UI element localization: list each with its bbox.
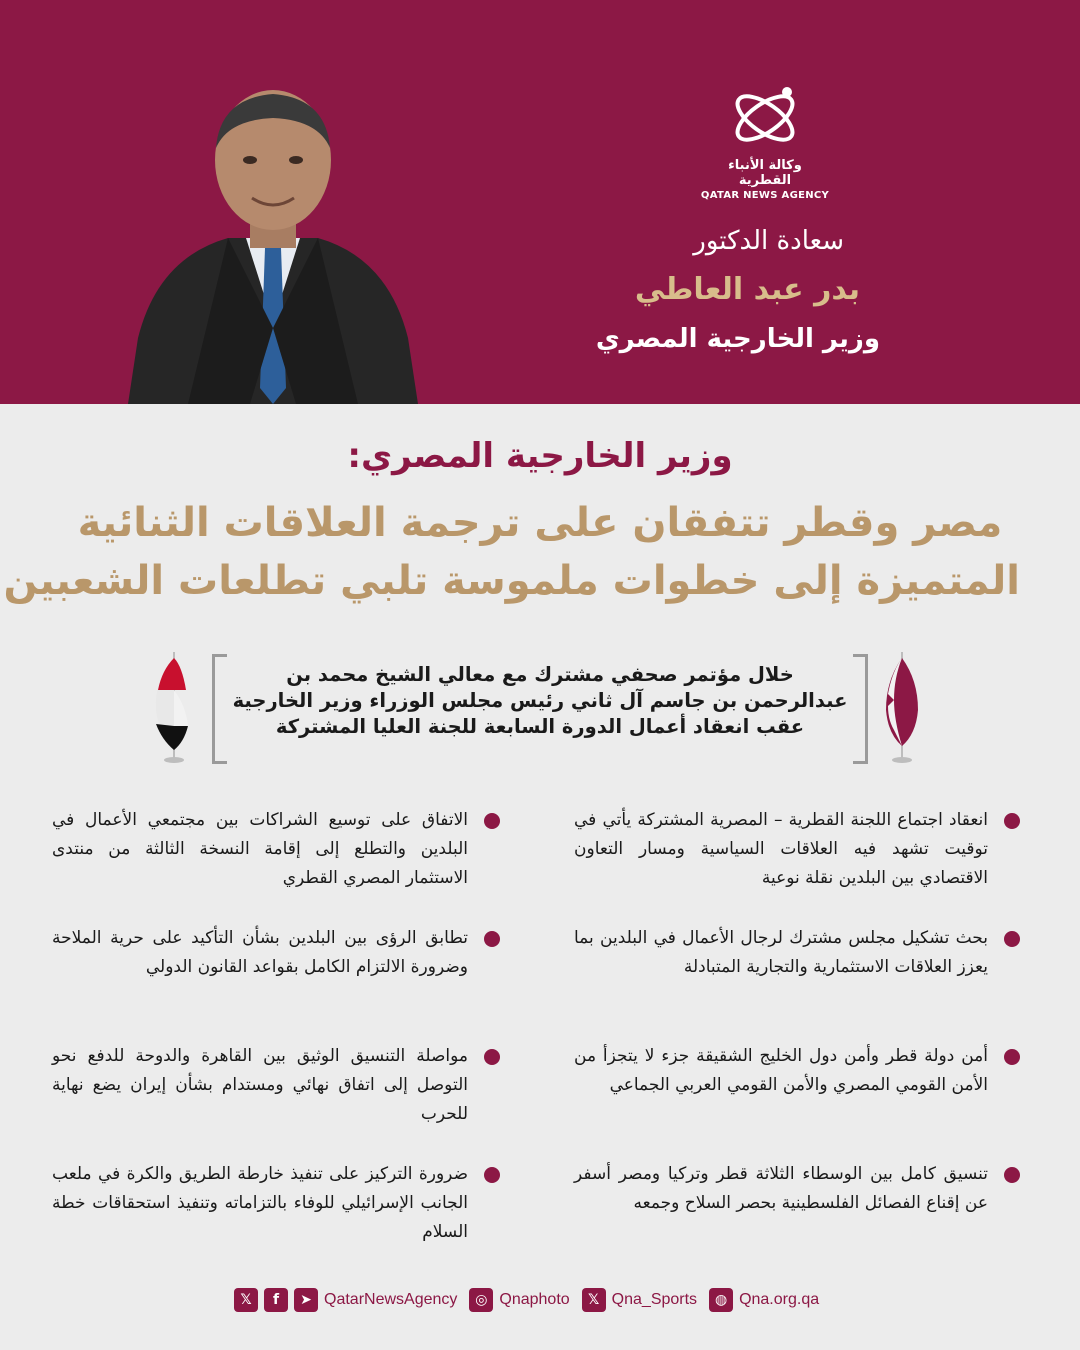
facebook-icon[interactable]: f bbox=[264, 1288, 288, 1312]
context-box bbox=[212, 654, 868, 764]
context-text bbox=[232, 662, 848, 740]
minister-portrait bbox=[128, 88, 418, 404]
qna-logo-icon bbox=[727, 78, 803, 156]
context-line: عقب انعقاد أعمال الدورة السابعة للجنة العليا المشتركة bbox=[275, 715, 805, 738]
key-point-text: بحث تشكيل مجلس مشترك لرجال الأعمال في البلدين بما يعزز العلاقات الاستثمارية والتجارية المتبادلة bbox=[574, 928, 988, 977]
bullet-dot bbox=[484, 1049, 500, 1065]
person-role: وزير الخارجية المصري bbox=[595, 324, 880, 354]
key-point bbox=[574, 1042, 988, 1100]
bullet-dot bbox=[484, 931, 500, 947]
bracket-right bbox=[853, 654, 868, 764]
bullet-dot bbox=[484, 1167, 500, 1183]
key-point-text: ضرورة التركيز على تنفيذ خارطة الطريق والكرة في ملعب الجانب الإسرائيلي للوفاء بالتزاماته وتنفيذ استحقاقات خطة السلام bbox=[52, 1164, 468, 1242]
key-point bbox=[52, 1160, 468, 1247]
bullet-dot bbox=[1004, 1167, 1020, 1183]
social-handle-sports[interactable]: Qna_Sports bbox=[611, 1291, 698, 1308]
headline-line-1: مصر وقطر تتفقان على ترجمة العلاقات الثنائية bbox=[77, 500, 1003, 546]
header-band bbox=[0, 0, 1080, 404]
bullet-dot bbox=[484, 813, 500, 829]
key-point-text: الاتفاق على توسيع الشراكات بين مجتمعي الأعمال في البلدين والتطلع إلى إقامة النسخة الثالثة من منتدى الاستثمار المصري القطري bbox=[52, 810, 468, 888]
instagram-icon[interactable]: ◎ bbox=[469, 1288, 493, 1312]
agency-name-en: QATAR NEWS AGENCY bbox=[700, 190, 830, 201]
key-point bbox=[574, 806, 988, 893]
headline-line-2: المتميزة إلى خطوات ملموسة تلبي تطلعات الشعبين bbox=[3, 558, 1020, 604]
social-footer bbox=[234, 1284, 825, 1316]
key-point bbox=[52, 1042, 468, 1129]
egypt-flag-icon bbox=[152, 650, 196, 764]
social-handle-photo[interactable]: Qnaphoto bbox=[499, 1291, 570, 1308]
headline-kicker: وزير الخارجية المصري: bbox=[347, 436, 733, 476]
key-point-text: انعقاد اجتماع اللجنة القطرية – المصرية المشتركة يأتي في توقيت تشهد فيه العلاقات السياسية ومسار التعاون الاقتصادي بين البلدين نقلة نوعية bbox=[574, 810, 988, 888]
bullet-dot bbox=[1004, 931, 1020, 947]
dribbble-icon[interactable]: ◍ bbox=[709, 1288, 733, 1312]
context-line: عبدالرحمن بن جاسم آل ثاني رئيس مجلس الوزراء وزير الخارجية bbox=[232, 689, 848, 712]
qatar-flag-icon bbox=[880, 650, 924, 764]
key-point-text: مواصلة التنسيق الوثيق بين القاهرة والدوحة للدفع نحو التوصل إلى اتفاق نهائي ومستدام بشأن إيران يضع نهاية للحرب bbox=[52, 1046, 468, 1124]
key-point bbox=[574, 924, 988, 982]
social-handle-main[interactable]: QatarNewsAgency bbox=[324, 1291, 458, 1308]
bullet-dot bbox=[1004, 1049, 1020, 1065]
telegram-icon[interactable]: ➤ bbox=[294, 1288, 318, 1312]
context-line: خلال مؤتمر صحفي مشترك مع معالي الشيخ محمد بن bbox=[286, 663, 794, 686]
key-point-text: تطابق الرؤى بين البلدين بشأن التأكيد على حرية الملاحة وضرورة الالتزام الكامل بقواعد القانون الدولي bbox=[52, 928, 468, 977]
key-point-text: أمن دولة قطر وأمن دول الخليج الشقيقة جزء لا يتجزأ من الأمن القومي المصري والأمن القومي العربي الجماعي bbox=[574, 1046, 988, 1095]
agency-name-ar: وكالة الأنباء القطرية bbox=[728, 158, 802, 188]
key-point-text: تنسيق كامل بين الوسطاء الثلاثة قطر وتركيا ومصر أسفر عن إقناع الفصائل الفلسطينية بحصر السلاح وجمعه bbox=[574, 1164, 988, 1213]
bullet-dot bbox=[1004, 813, 1020, 829]
x-icon[interactable]: 𝕏 bbox=[582, 1288, 606, 1312]
honorific: سعادة الدكتور bbox=[693, 226, 844, 256]
qna-logo bbox=[700, 78, 830, 201]
person-name: بدر عبد العاطي bbox=[634, 272, 860, 307]
key-point bbox=[52, 924, 468, 982]
key-point bbox=[574, 1160, 988, 1218]
key-point bbox=[52, 806, 468, 893]
x-icon[interactable]: 𝕏 bbox=[234, 1288, 258, 1312]
bracket-left bbox=[212, 654, 227, 764]
website-link[interactable]: Qna.org.qa bbox=[739, 1291, 820, 1308]
